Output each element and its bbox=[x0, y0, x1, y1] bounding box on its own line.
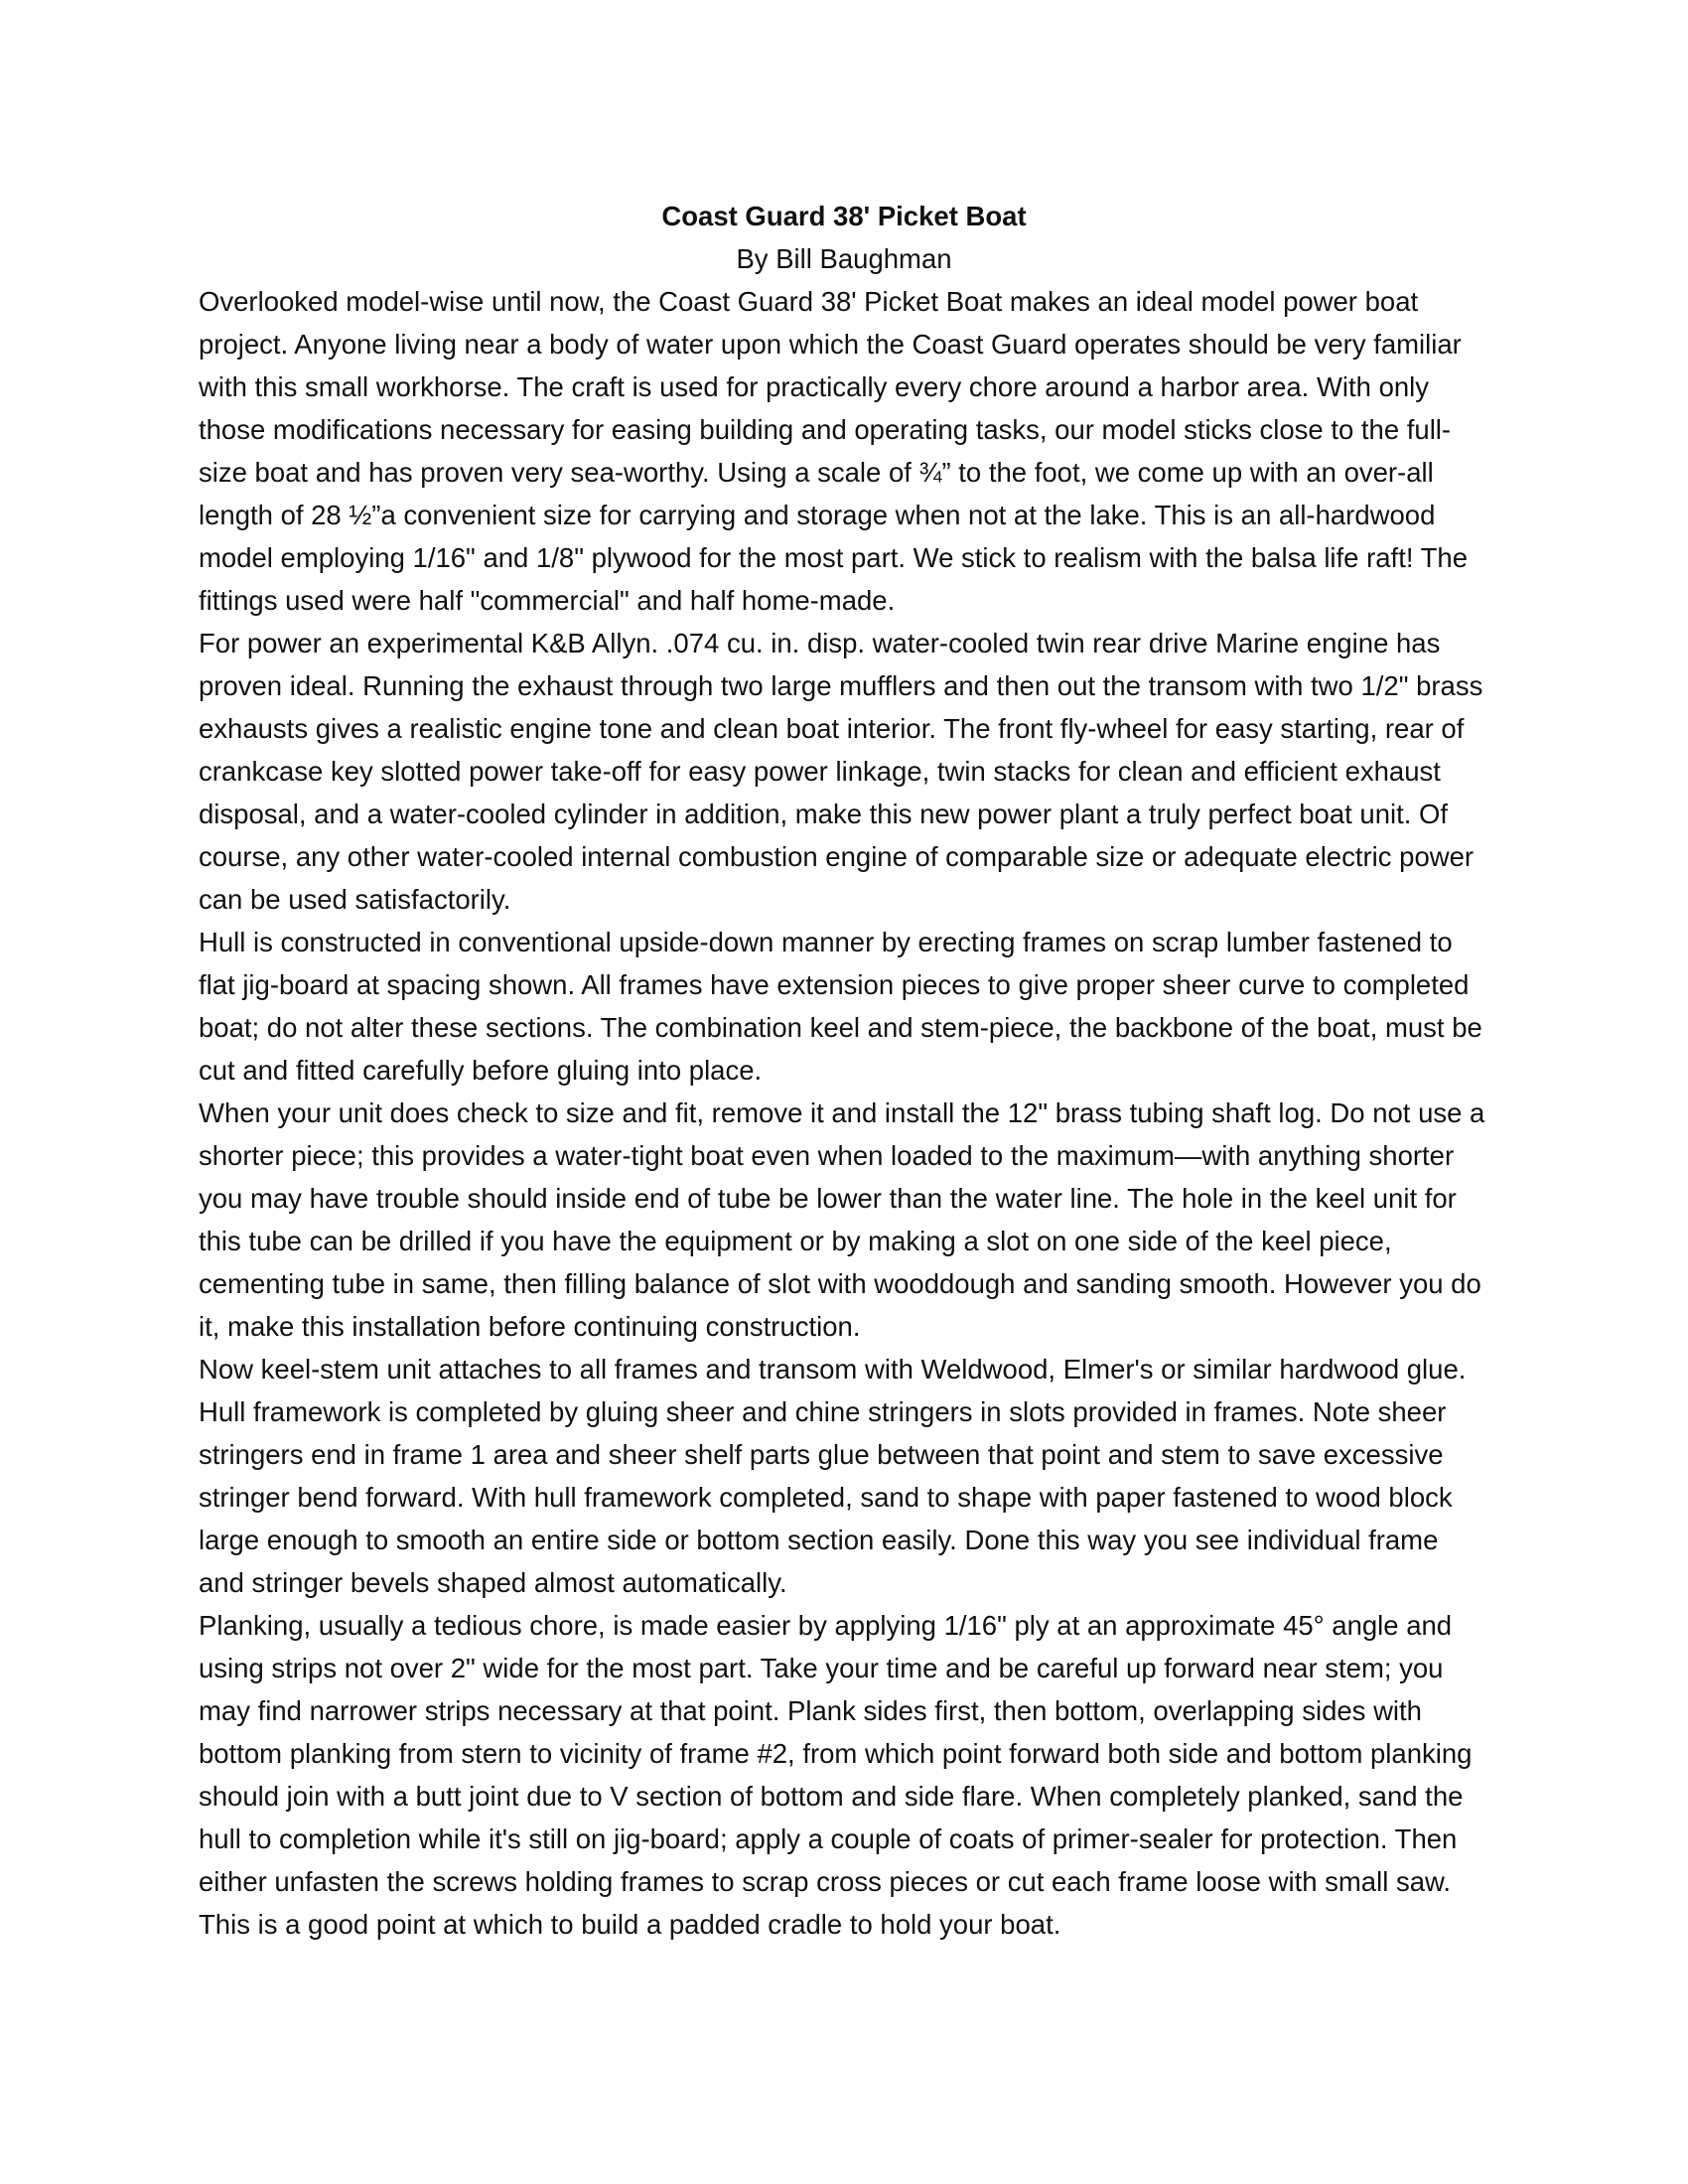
paragraph-hull: Hull is constructed in conventional upside-down manner by erecting frames on scrap lumber fastened to flat jig-board at spacing shown. All frames have extension pieces to give proper sheer curve to completed boat; do not alter these sections. The combination keel and stem-piece, the backbone of the boat, must be cut and fitted carefully before gluing into place. bbox=[199, 927, 1482, 1086]
article-body bbox=[199, 195, 1489, 1946]
article-title: Coast Guard 38' Picket Boat bbox=[661, 201, 1027, 231]
paragraph-shaft-log: When your unit does check to size and fit, remove it and install the 12" brass tubing shaft log. Do not use a shorter piece; this provides a water-tight boat even when loaded to the maximum—with anything shorter you may have trouble should inside end of tube be lower than the water line. The hole in the keel unit for this tube can be drilled if you have the equipment or by making a slot on one side of the keel piece, cementing tube in same, then filling balance of slot with wooddough and sanding smooth. However you do it, make this installation before continuing construction. bbox=[199, 1097, 1485, 1342]
paragraph-intro: Overlooked model-wise until now, the Coast Guard 38' Picket Boat makes an ideal model power boat project. Anyone living near a body of water upon which the Coast Guard operates should be very familiar with this small workhorse. The craft is used for practically every chore around a harbor area. With only those modifications necessary for easing building and operating tasks, our model sticks close to the full-size boat and has proven very sea-worthy. Using a scale of ¾” to the foot, we come up with an over-all length of 28 ½”a convenient size for carrying and storage when not at the lake. This is an all-hardwood model employing 1/16" and 1/8" plywood for the most part. We stick to realism with the balsa life raft! The fittings used were half "commercial" and half home-made. bbox=[199, 286, 1469, 616]
paragraph-planking: Planking, usually a tedious chore, is made easier by applying 1/16" ply at an approximate 45° angle and using strips not over 2" wide for the most part. Take your time and be careful up forward near stem; you may find narrower strips necessary at that point. Plank sides first, then bottom, overlapping sides with bottom planking from stern to vicinity of frame #2, from which point forward both side and bottom planking should join with a butt joint due to V section of bottom and side flare. When completely planked, sand the hull to completion while it's still on jig-board; apply a couple of coats of primer-sealer for protection. Then either unfasten the screws holding frames to scrap cross pieces or cut each frame loose with small saw. This is a good point at which to build a padded cradle to hold your boat. bbox=[199, 1610, 1473, 1940]
article-byline: By Bill Baughman bbox=[736, 243, 952, 274]
paragraph-framework: Now keel-stem unit attaches to all frames and transom with Weldwood, Elmer's or similar hardwood glue. Hull framework is completed by gluing sheer and chine stringers in slots provided in frames. Note sheer stringers end in frame 1 area and sheer shelf parts glue between that point and stem to save excessive stringer bend forward. With hull framework completed, sand to shape with paper fastened to wood block large enough to smooth an entire side or bottom section easily. Done this way you see individual frame and stringer bevels shaped almost automatically. bbox=[199, 1354, 1467, 1598]
paragraph-power: For power an experimental K&B Allyn. .074 cu. in. disp. water-cooled twin rear drive Marine engine has proven ideal. Running the exhaust through two large mufflers and then out the transom with two 1/2" brass exhausts gives a realistic engine tone and clean boat interior. The front fly-wheel for easy starting, rear of crankcase key slotted power take-off for easy power linkage, twin stacks for clean and efficient exhaust disposal, and a water-cooled cylinder in addition, make this new power plant a truly perfect boat unit. Of course, any other water-cooled internal combustion engine of comparable size or adequate electric power can be used satisfactorily. bbox=[199, 628, 1483, 915]
